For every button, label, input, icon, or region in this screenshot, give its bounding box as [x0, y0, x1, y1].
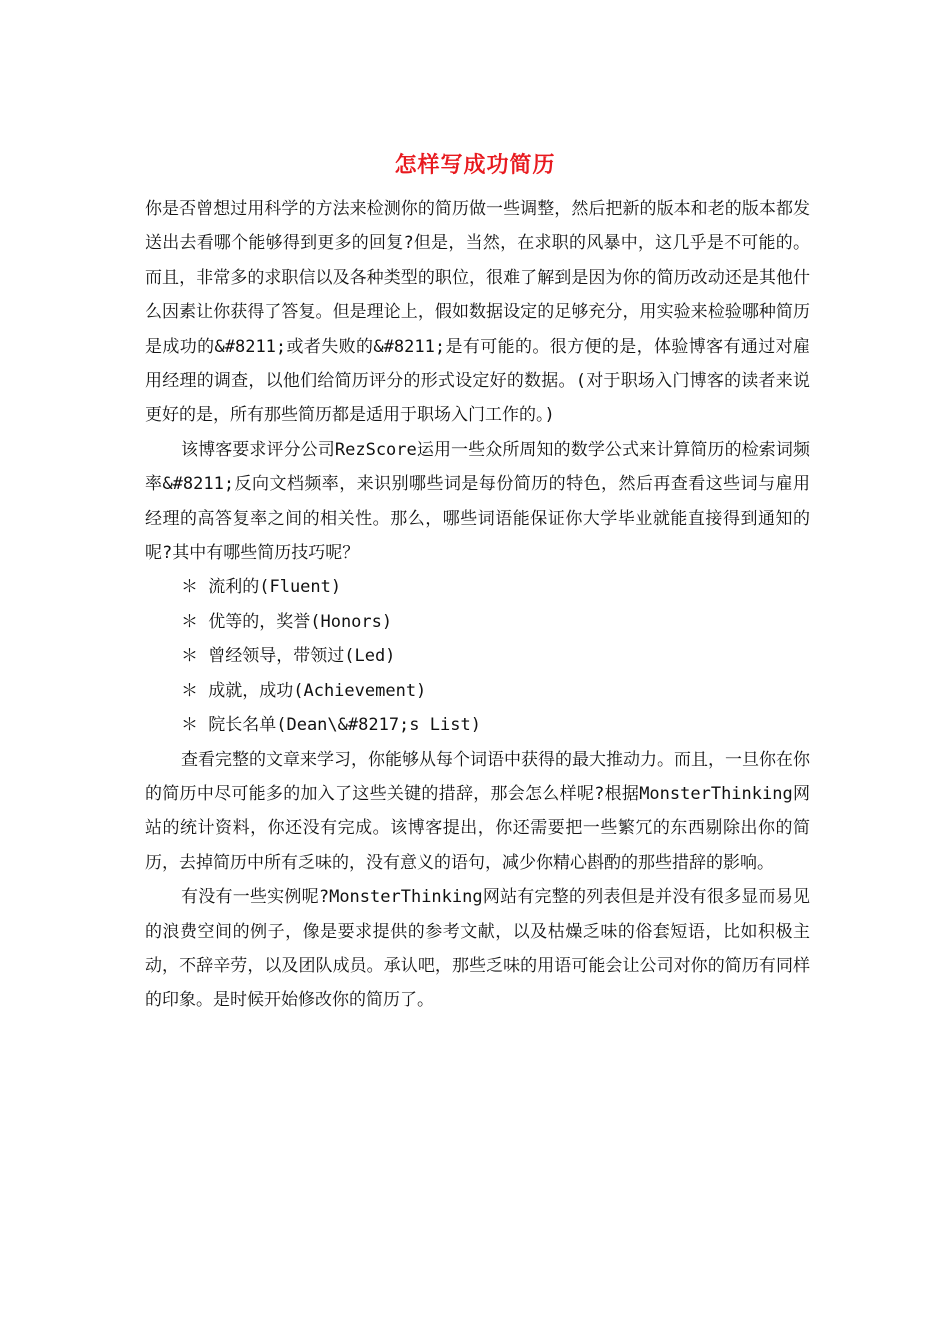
- paragraph-examples: 有没有一些实例呢?MonsterThinking网站有完整的列表但是并没有很多显而易见的浪费空间的例子，像是要求提供的参考文献，以及枯燥乏味的俗套短语，比如积极主动，不辞辛劳，以及团队成员。承认吧，那些乏味的用语可能会让公司对你的简历有同样的印象。是时候开始修改你的简历了。: [145, 887, 810, 1011]
- document-title: 怎样写成功简历: [394, 152, 556, 178]
- paragraph-intro: 你是否曾想过用科学的方法来检测你的简历做一些调整，然后把新的版本和老的版本都发送出去看哪个能够得到更多的回复?但是，当然，在求职的风暴中，这几乎是不可能的。而且，非常多的求职信以及各种类型的职位，很难了解到是因为你的简历改动还是其他什么因素让你获得了答复。但是理论上，假如数据设定的足够充分，用实验来检验哪种简历是成功的&#8211;或者失败的&#8211;是有可能的。很方便的是，体验博客有通过对雇用经理的调查，以他们给简历评分的形式设定好的数据。(对于职场入门博客的读者来说更好的是，所有那些简历都是适用于职场入门工作的。): [145, 199, 810, 426]
- list-item: ＊ 优等的，奖誉(Honors): [181, 611, 393, 632]
- keyword-list: [145, 570, 810, 742]
- list-item: ＊ 流利的(Fluent): [181, 577, 342, 598]
- list-item: ＊ 成就，成功(Achievement): [181, 680, 427, 701]
- list-item: ＊ 曾经领导，带领过(Led): [181, 646, 396, 667]
- list-item: ＊ 院长名单(Dean\&#8217;s List): [181, 715, 481, 736]
- paragraph-rezscore: 该博客要求评分公司RezScore运用一些众所周知的数学公式来计算简历的检索词频率&#8211;反向文档频率，来识别哪些词是每份简历的特色，然后再查看这些词与雇用经理的高答复率之间的相关性。那么，哪些词语能保证你大学毕业就能直接得到通知的呢?其中有哪些简历技巧呢？: [145, 439, 810, 564]
- document-body: [145, 192, 810, 1018]
- paragraph-monsterthinking: 查看完整的文章来学习，你能够从每个词语中获得的最大推动力。而且，一旦你在你的简历中尽可能多的加入了这些关键的措辞，那会怎么样呢?根据MonsterThinking网站的统计资料，你还没有完成。该博客提出，你还需要把一些繁冗的东西剔除出你的简历，去掉简历中所有乏味的，没有意义的语句，减少你精心斟酌的那些措辞的影响。: [145, 749, 810, 873]
